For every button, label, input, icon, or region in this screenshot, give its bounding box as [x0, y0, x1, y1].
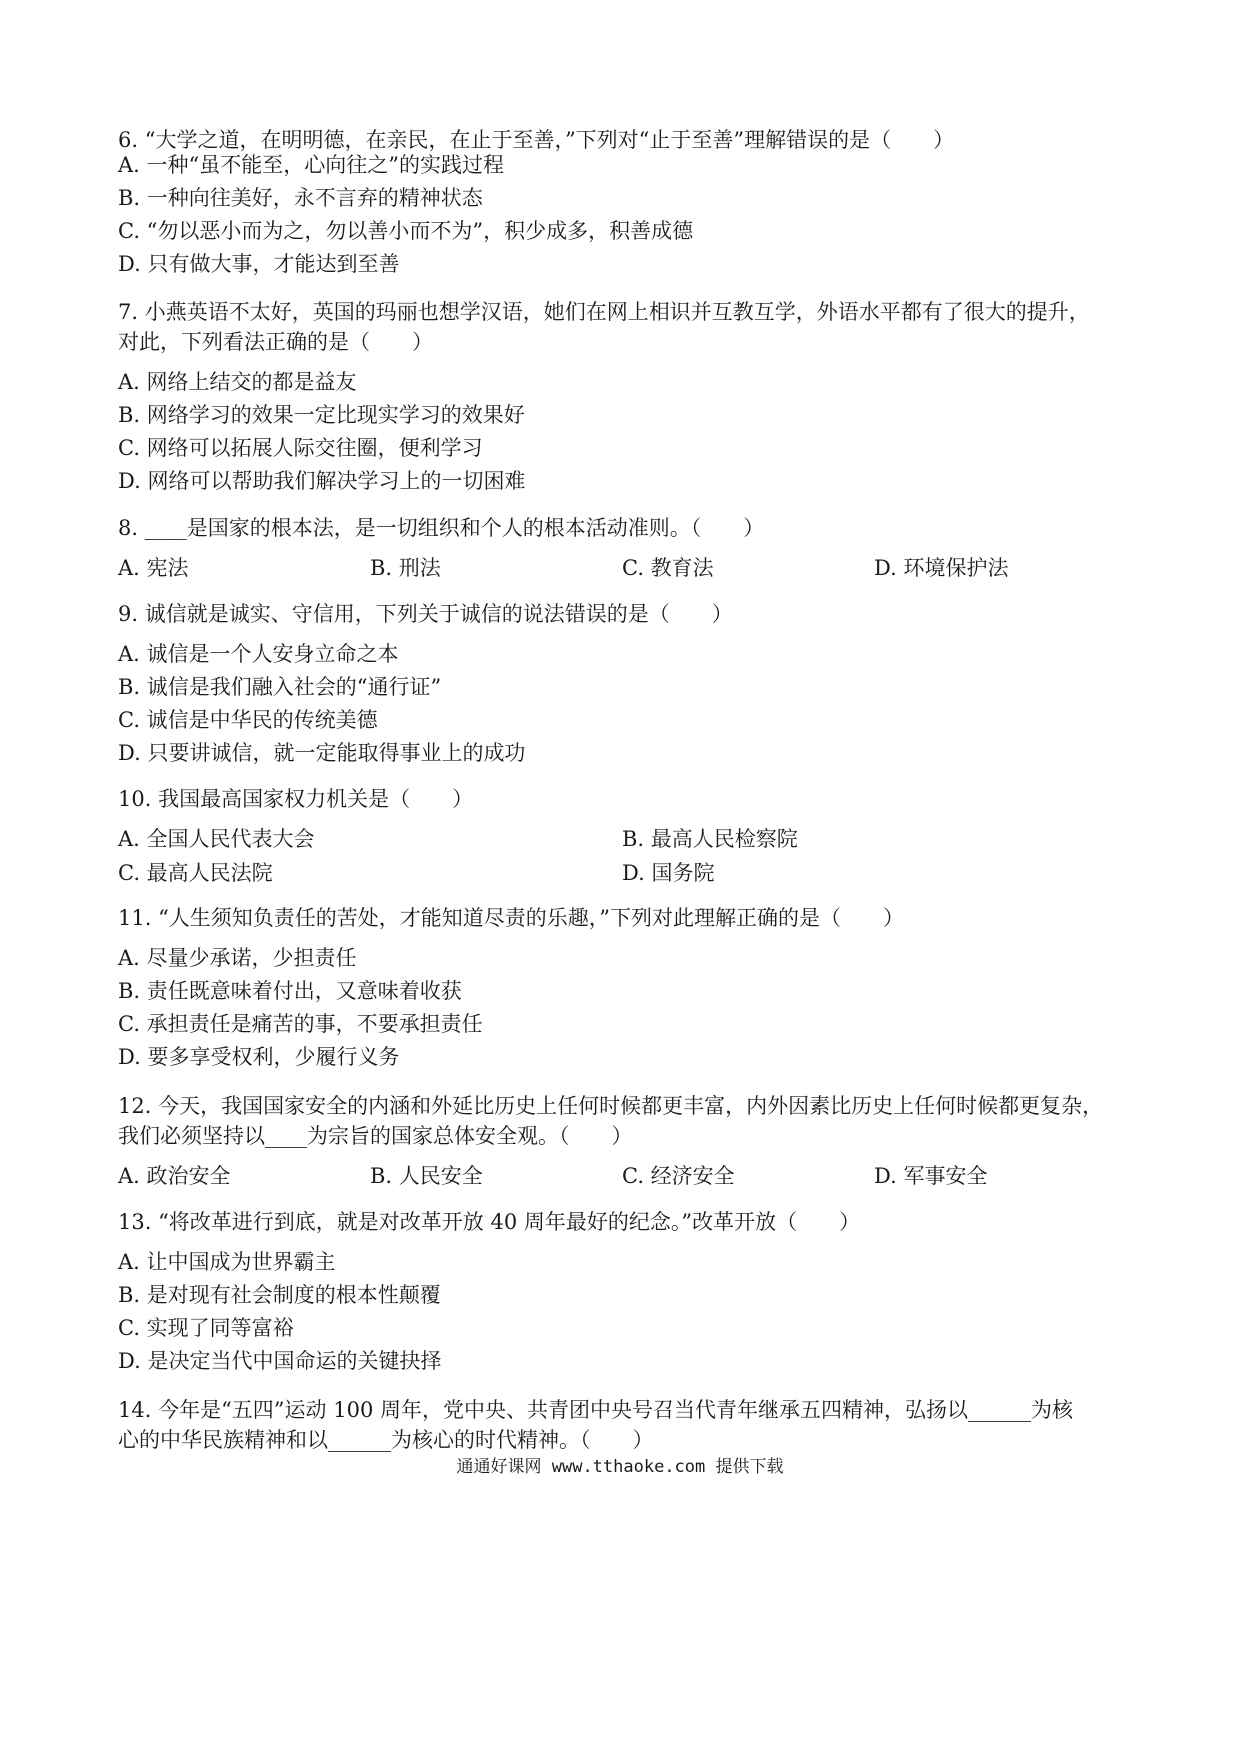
question-6-option-a: A. 一种“虽不能至，心向往之”的实践过程 [118, 153, 504, 177]
question-12-option-c: C. 经济安全 [622, 1164, 735, 1188]
question-13-option-c: C. 实现了同等富裕 [118, 1316, 294, 1340]
question-8-stem: 8. ____是国家的根本法，是一切组织和个人的根本活动准则。（ ） [118, 516, 765, 540]
question-12-option-a: A. 政治安全 [118, 1164, 231, 1188]
question-6-option-b: B. 一种向往美好，永不言弃的精神状态 [118, 186, 483, 210]
question-6-option-d: D. 只有做大事，才能达到至善 [118, 252, 400, 276]
question-9-option-b: B. 诚信是我们融入社会的“通行证” [118, 675, 442, 699]
question-11-stem: 11. “人生须知负责任的苦处，才能知道尽责的乐趣，”下列对此理解正确的是（ ） [118, 906, 905, 930]
question-11-option-c: C. 承担责任是痛苦的事，不要承担责任 [118, 1012, 483, 1036]
question-13-option-b: B. 是对现有社会制度的根本性颠覆 [118, 1283, 441, 1307]
question-7-option-c: C. 网络可以拓展人际交往圈，便利学习 [118, 436, 483, 460]
page-footer: 通通好课网 www.tthaoke.com 提供下载 [456, 1457, 784, 1477]
question-10-option-a: A. 全国人民代表大会 [118, 827, 315, 851]
question-14-stem-line1: 14. 今年是“五四”运动 100 周年，党中央、共青团中央号召当代青年继承五四精神，弘扬以______为核 [118, 1398, 1073, 1422]
question-12-stem-line2: 我们必须坚持以____为宗旨的国家总体安全观。（ ） [118, 1124, 633, 1148]
question-13-option-a: A. 让中国成为世界霸主 [118, 1250, 336, 1274]
question-10-option-d: D. 国务院 [622, 861, 715, 885]
question-8-option-c: C. 教育法 [622, 556, 714, 580]
question-12-option-d: D. 军事安全 [874, 1164, 988, 1188]
question-7-stem-line2: 对此，下列看法正确的是（ ） [118, 330, 433, 354]
question-10-option-c: C. 最高人民法院 [118, 861, 273, 885]
question-11-option-a: A. 尽量少承诺，少担责任 [118, 946, 357, 970]
question-6-stem: 6. “大学之道，在明明德，在亲民，在止于至善，”下列对“止于至善”理解错误的是（ ） [118, 128, 955, 152]
question-7-option-b: B. 网络学习的效果一定比现实学习的效果好 [118, 403, 525, 427]
question-12-option-b: B. 人民安全 [370, 1164, 483, 1188]
question-7-option-d: D. 网络可以帮助我们解决学习上的一切困难 [118, 469, 526, 493]
question-12-stem-line1: 12. 今天，我国国家安全的内涵和外延比历史上任何时候都更丰富，内外因素比历史上任何时候都更复杂， [118, 1094, 1104, 1118]
question-9-option-a: A. 诚信是一个人安身立命之本 [118, 642, 399, 666]
question-11-option-d: D. 要多享受权利，少履行义务 [118, 1045, 400, 1069]
question-8-option-a: A. 宪法 [118, 556, 189, 580]
question-7-stem-line1: 7. 小燕英语不太好，英国的玛丽也想学汉语，她们在网上相识并互教互学，外语水平都有了很大的提升， [118, 300, 1090, 324]
question-9-option-c: C. 诚信是中华民的传统美德 [118, 708, 378, 732]
question-6-option-c: C. “勿以恶小而为之，勿以善小而不为”，积少成多，积善成德 [118, 219, 694, 243]
question-8-option-d: D. 环境保护法 [874, 556, 1009, 580]
question-9-stem: 9. 诚信就是诚实、守信用，下列关于诚信的说法错误的是（ ） [118, 602, 733, 626]
question-8-option-b: B. 刑法 [370, 556, 441, 580]
question-13-option-d: D. 是决定当代中国命运的关键抉择 [118, 1349, 442, 1373]
question-7-option-a: A. 网络上结交的都是益友 [118, 370, 357, 394]
question-9-option-d: D. 只要讲诚信，就一定能取得事业上的成功 [118, 741, 526, 765]
question-13-stem: 13. “将改革进行到底，就是对改革开放 40 周年最好的纪念。”改革开放（ ） [118, 1210, 861, 1234]
question-14-stem-line2: 心的中华民族精神和以______为核心的时代精神。（ ） [118, 1428, 654, 1452]
question-10-option-b: B. 最高人民检察院 [622, 827, 798, 851]
question-11-option-b: B. 责任既意味着付出，又意味着收获 [118, 979, 462, 1003]
question-10-stem: 10. 我国最高国家权力机关是（ ） [118, 787, 474, 811]
